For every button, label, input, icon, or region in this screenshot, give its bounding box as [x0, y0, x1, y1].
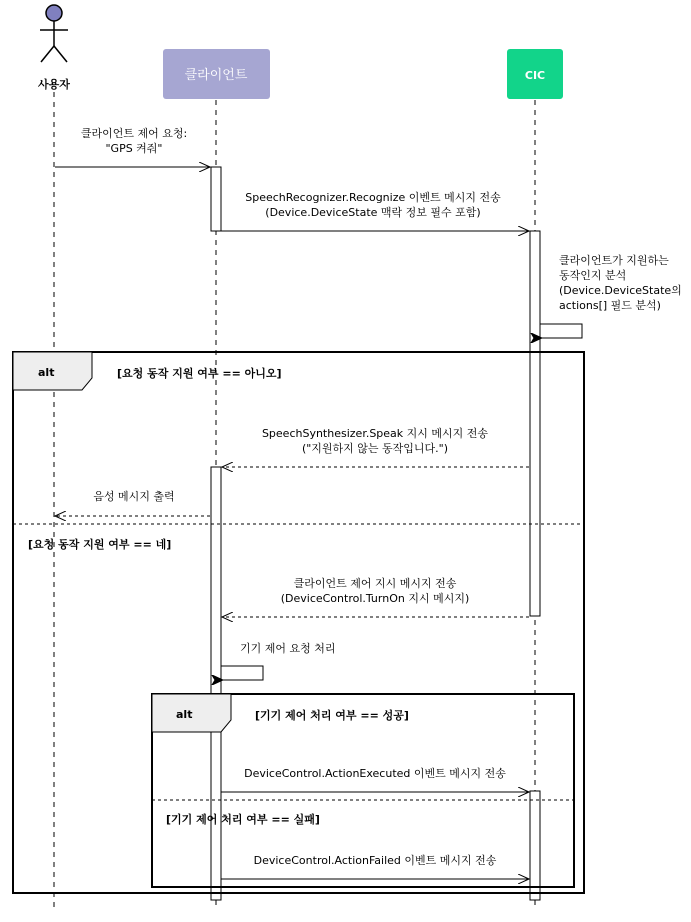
user-actor-icon: [40, 5, 68, 62]
message-5-label: 음성 메시지 출력: [93, 490, 175, 503]
message-6-label-line2: (DeviceControl.TurnOn 지시 메시지): [280, 592, 470, 605]
message-3-label-line2: 동작인지 분석: [559, 269, 627, 282]
message-3-label-line4: actions[] 필드 분석): [559, 299, 661, 312]
outer-alt-keyword: alt: [38, 366, 55, 379]
cic-activation-2: [530, 791, 540, 900]
client-activation-1: [211, 167, 221, 231]
message-1-label-line1: 클라이언트 제어 요청:: [80, 127, 188, 140]
user-label: 사용자: [38, 78, 70, 91]
message-9-label: DeviceControl.ActionFailed 이벤트 메시지 전송: [253, 854, 497, 867]
client-activation-2: [211, 467, 221, 900]
message-2-label-line2: (Device.DeviceState 맥락 정보 필수 포함): [265, 206, 481, 219]
message-4-label-line1: SpeechSynthesizer.Speak 지시 메시지 전송: [261, 427, 489, 440]
client-label: 클라이언트: [184, 68, 248, 83]
message-3-label-line3: (Device.DeviceState의: [559, 284, 682, 297]
outer-alt-guard-1: [요청 동작 지원 여부 == 아니오]: [117, 367, 282, 380]
cic-activation-1: [530, 231, 540, 616]
inner-alt-guard-2: [기기 제어 처리 여부 == 실패]: [166, 813, 320, 826]
message-8-label: DeviceControl.ActionExecuted 이벤트 메시지 전송: [244, 767, 506, 780]
message-6-label-line1: 클라이언트 제어 지시 메시지 전송: [293, 577, 457, 590]
message-3-self-arrow: [540, 324, 582, 338]
inner-alt-guard-1: [기기 제어 처리 여부 == 성공]: [255, 709, 409, 722]
message-4-label-line2: ("지원하지 않는 동작입니다."): [301, 442, 449, 455]
message-2-label-line1: SpeechRecognizer.Recognize 이벤트 메시지 전송: [245, 191, 501, 204]
message-1-label-line2: "GPS 켜줘": [105, 142, 163, 155]
outer-alt-guard-2: [요청 동작 지원 여부 == 네]: [28, 538, 172, 551]
inner-alt-keyword: alt: [176, 708, 193, 721]
message-7-self-arrow: [221, 666, 263, 680]
message-7-label: 기기 제어 요청 처리: [240, 642, 336, 655]
cic-label: CIC: [524, 69, 546, 82]
message-3-label-line1: 클라이언트가 지원하는: [559, 254, 669, 267]
